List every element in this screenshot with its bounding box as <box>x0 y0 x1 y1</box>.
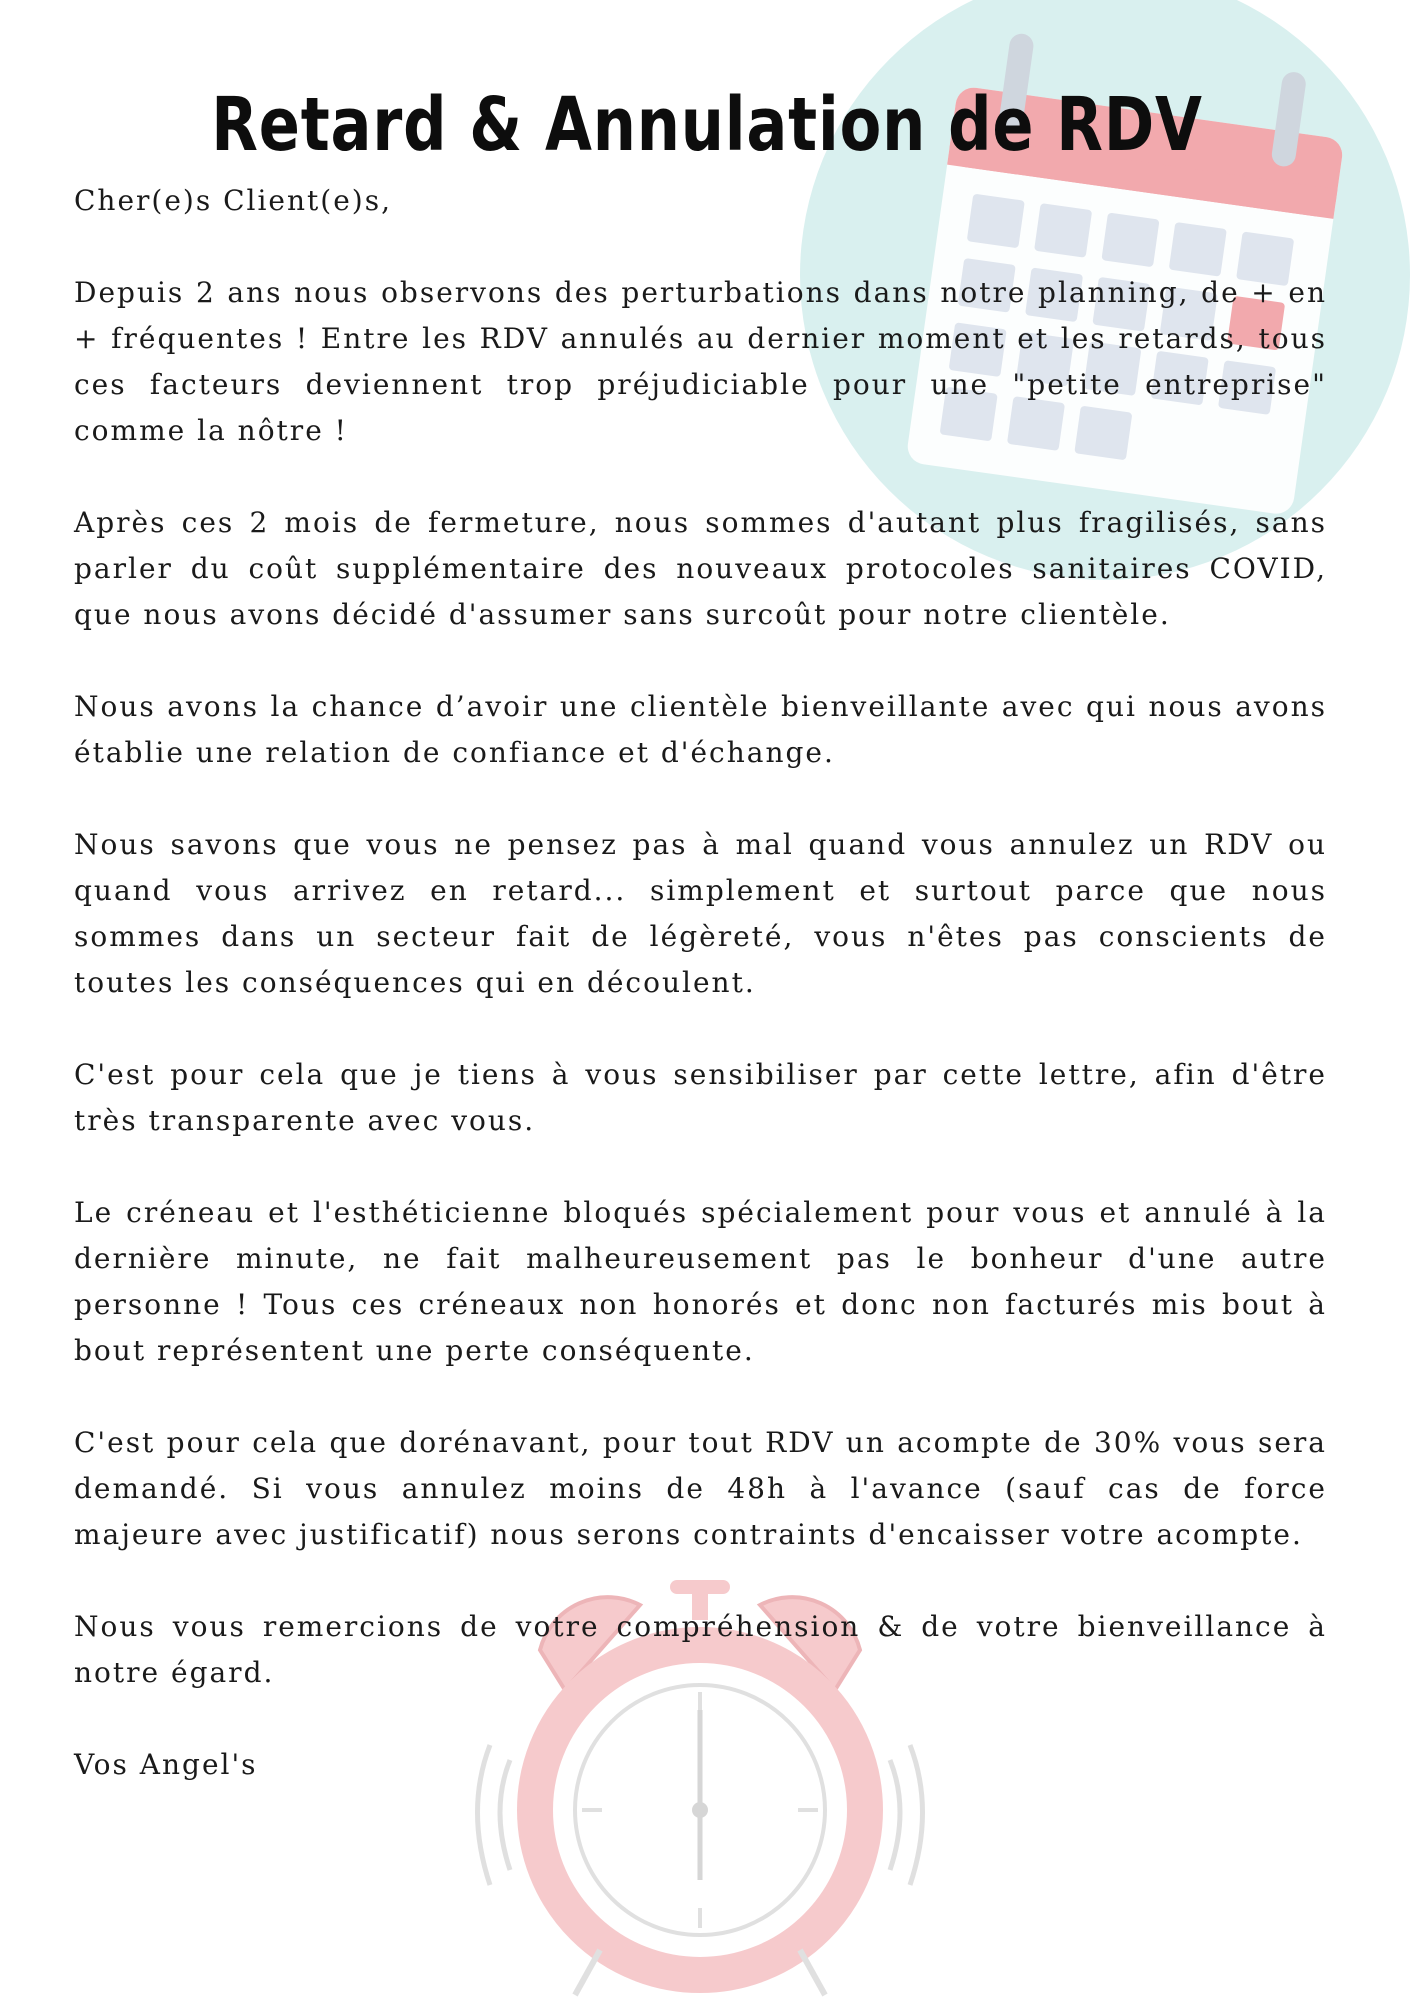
paragraph-4: Nous savons que vous ne pensez pas à mal quand vous annulez un RDV ou quand vous arrivez en retard... simplement et surtout parce que nous sommes dans un secteur fait de légèreté, vous n'êtes pas conscients de toutes les conséquences qui en découlent. <box>74 828 1327 999</box>
paragraph-1: Depuis 2 ans nous observons des perturbations dans notre planning, de + en + fréquentes ! Entre les RDV annulés au dernier moment et les retards, tous ces facteurs deviennent trop préjudiciable pour une "petite entreprise" comme la nôtre ! <box>74 276 1327 447</box>
paragraph-7: C'est pour cela que dorénavant, pour tout RDV un acompte de 30% vous sera demandé. Si vous annulez moins de 48h à l'avance (sauf cas de force majeure avec justificatif) nous serons contraints d'encaisser votre acompte. <box>74 1426 1327 1551</box>
paragraph-8: Nous vous remercions de votre compréhension & de votre bienveillance à notre égard. <box>74 1610 1327 1689</box>
signature: Vos Angel's <box>74 1748 258 1781</box>
paragraph-5: C'est pour cela que je tiens à vous sensibiliser par cette lettre, afin d'être très transparente avec vous. <box>74 1058 1327 1137</box>
paragraph-6: Le créneau et l'esthéticienne bloqués spécialement pour vous et annulé à la dernière minute, ne fait malheureusement pas le bonheur d'une autre personne ! Tous ces créneaux non honorés et donc non facturés mis bout à bout représentent une perte conséquente. <box>74 1196 1327 1367</box>
paragraph-2: Après ces 2 mois de fermeture, nous sommes d'autant plus fragilisés, sans parler du coût supplémentaire des nouveaux protocoles sanitaires COVID, que nous avons décidé d'assumer sans surcoût pour notre clientèle. <box>74 506 1327 631</box>
page-title: Retard & Annulation de RDV <box>211 81 1203 168</box>
paragraph-3: Nous avons la chance d’avoir une clientèle bienveillante avec qui nous avons établie une relation de confiance et d'échange. <box>74 690 1327 769</box>
greeting: Cher(e)s Client(e)s, <box>74 184 392 217</box>
letter-body <box>74 178 1327 1834</box>
